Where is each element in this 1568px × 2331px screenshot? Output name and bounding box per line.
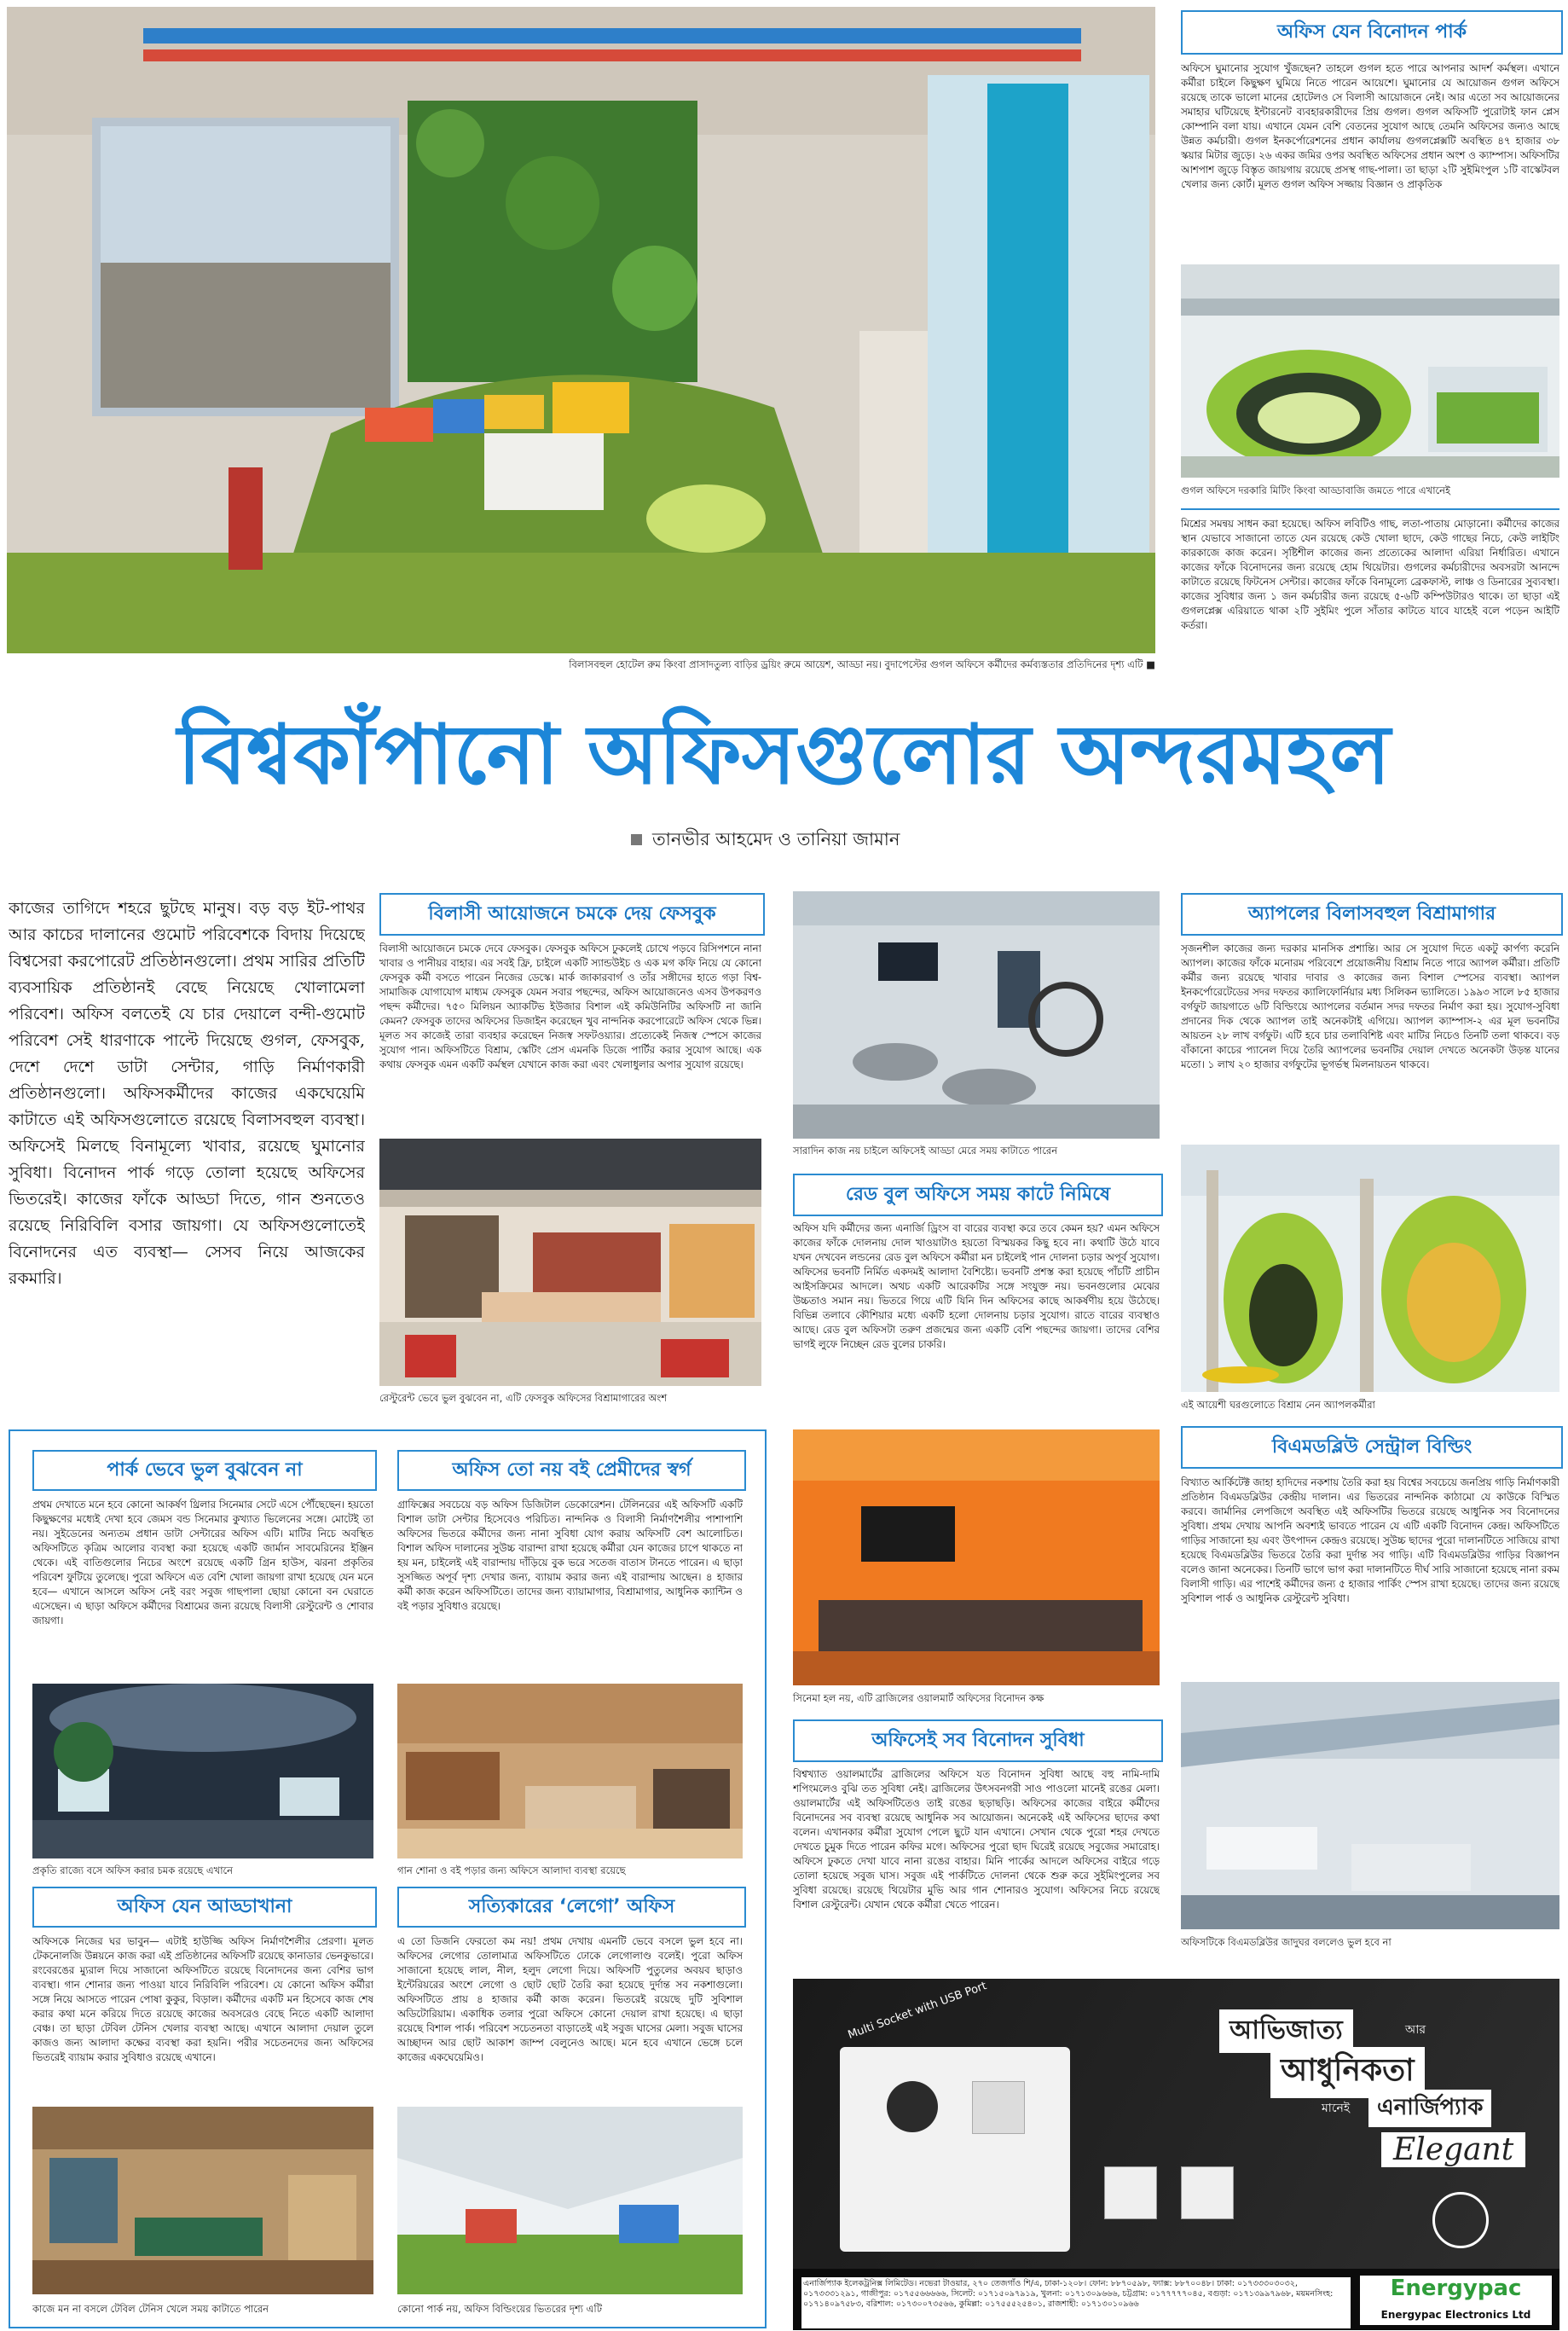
ad-socket-switch bbox=[972, 2081, 1025, 2134]
apple-body: সৃজনশীল কাজের জন্য দরকার মানসিক প্রশান্তি। আর সে সুযোগ দিতে একটু কার্পণ্য করেনি অ্যাপল। কাজের ফাঁকে মনোরম পরিবেশে প্রয়োজনীয় বিশ্রাম নিতে পারে অ্যাপল কর্মীরা। প্রতিটি কর্মীর জন্য রয়েছে খাবার দাবার ও কাজের জন্য বিশাল স্পেসের ব্যবস্থা। অ্যাপল ইনকর্পোরেটেডের সদর দফতর ক্যালিফোর্নিয়ার মধ্য সিলিকন ভ্যালিতে। ১৯৯৩ সালে ৮৫ হাজার বর্গফুট জায়গাতে ৬টি বিল্ডিংয়ে অ্যাপলের বর্তমান সদর দফতর নির্মাণ করা হয়। সুযোগ-সুবিধা প্রদানের দিক থেকে অ্যাপল তাই অনেকটাই এগিয়ে। অ্যাপল ক্যাম্পাস-২ এর মূল ভবনটির আয়তন ২৮ লাখ বর্গফুট। এটি হবে চার তলাবিশিষ্ট এবং মাটির নিচেও তিনটি তলা থাকবে। বড় বাঁকানো কাচের প্যানেল দিয়ে তৈরি অ্যাপলের ভবনটির দেয়াল দেখতে অনেকটা উড়ন্ত যানের মতো। ১ লাখ ২০ হাজার বর্গফুটের ভূগর্ভস্থ মিলনায়তন থাকবে। bbox=[1181, 942, 1559, 1070]
bmw-body: বিখ্যাত আর্কিটেক্ট জাহা হাদিদের নকশায় তৈরি করা হয় বিশ্বের সবচেয়ে জনপ্রিয় গাড়ি নির্মাণকারী প্রতিষ্ঠান বিএমডব্লিউর কেন্দ্রীয় দালান। এর ভিতরের নান্দনিক কাঠামো যে কাউকে বিস্মিত করবে। জার্মানির লেপজিগে অবস্থিত এই অফিসটির ভিতরে রয়েছে আধুনিক সব বিনোদনের সুবিধা। প্রথম দেখায় আপনি অবশ্যই ভাবতে পারেন যে এটি একটি বিনোদন কেন্দ্র। অফিসটিতে গাড়ির সাজানো হয় এবং উৎপাদন কেন্দ্রও রয়েছে। সুউচ্চ ছাদের পুরো দালানটিতে সাজিয়ে রাখা হয়েছে বিএমডব্লিউর ভিতরে তৈরি করা দুর্দান্ত সব গাড়ি। এটি বিএমডব্লিউর গাড়ির বিজ্ঞাপন বলেও জানা অনেকের। তিনটি ভাগে ভাগ করা দালানটিতে দীর্ঘ সারি সাজানো হয়েছে নানা রকম বিলাসী গাড়ি। এর পাশেই কর্মীদের জন্য ৫ হাজার পার্কিং স্পেস রাখা হয়েছে। তাদের জন্য রয়েছে সুবিশাল পার্ক ও আধুনিক রেস্টুরেন্ট সুবিধা। bbox=[1181, 1476, 1559, 1604]
apple-photo-caption: এই আয়েশী ঘরগুলোতে বিশ্রাম নেন অ্যাপলকর্মীরা bbox=[1181, 1399, 1375, 1411]
adda-photo-caption: কাজে মন না বসলে টেবিল টেনিস খেলে সময় কাটাতে পারেন bbox=[32, 2303, 269, 2315]
energypac-ad bbox=[793, 1979, 1559, 2330]
bmw-building-photo bbox=[1181, 1682, 1559, 1929]
redbull-heading: রেড বুল অফিসে সময় কাটে নিমিষে bbox=[793, 1174, 1163, 1216]
bmw-heading: বিএমডব্লিউ সেন্ট্রাল বিল্ডিং bbox=[1181, 1426, 1563, 1469]
hero-photo-google-budapest bbox=[7, 7, 1155, 653]
hero-caption: বিলাসবহুল হোটেল রুম কিংবা প্রাসাদতুল্য বাড়ির ড্রয়িং রুমে আয়েশ, আড্ডা নয়। বুদাপেস্টের গুগল অফিসে কর্মীদের কর্মব্যস্ততার প্রতিদিনের দৃশ্য এটি ■ bbox=[569, 658, 1155, 670]
lego-park-photo bbox=[397, 2107, 743, 2294]
byline-square-icon bbox=[631, 834, 642, 845]
adda-tabletennis-photo bbox=[32, 2107, 373, 2294]
books-heading: অফিস তো নয় বই প্রেমীদের স্বর্গ bbox=[397, 1450, 746, 1491]
walmart-heading: অফিসেই সব বিনোদন সুবিধা bbox=[793, 1719, 1163, 1762]
ad-small-switch bbox=[1104, 2166, 1157, 2219]
ad-socket-plate bbox=[840, 2047, 1070, 2252]
ad-brand: Energypac bbox=[1360, 2276, 1552, 2305]
ad-socket-note: Multi Socket with USB Port bbox=[846, 1980, 989, 2042]
byline bbox=[631, 826, 900, 855]
google-meeting-pods-photo bbox=[1181, 264, 1559, 478]
lego-body: এ তো ডিজনি ফেরতো কম নয়! প্রথম দেখায় এমনটি ভেবে বসলে ভুল হবে না। অফিসের লেগোর তোলামাত্র অফিসটিতে ঢোকে লেগোলাণ্ড বলেই। পুরো অফিস সাজানো হয়েছে লাল, নীল, হলুদ লেগো দিয়ে। অফিসটি পুতুলের অবয়ব ছাড়াও ইন্টেরিয়রের অংশে লেগো ও ছোট ছোট তৈরি করা হয়েছে দুর্দান্ত সব নকশাগুলো। অফিসটিতে প্রায় ৪ হাজার কর্মী কাজ করেন। ভিতরেই রয়েছে দুটি সুবিশাল অডিটোরিয়াম। একাধিক তলার পুরো অফিসে কোনো দেয়াল রাখা হয়েছে। এ ছাড়া রয়েছে বিশাল পার্ক। পরিবেশ সচেতনতা বাড়াতেই এই সবুজ ঘাসের মেলা। সবুজ ঘাসের আচ্ছাদন আর ছোট আকাশ জাম্প বেলুনেও আছে। মনে হবে এখানে ভেঙ্গে চলে কাজের একঘেয়েমিও। bbox=[397, 1935, 743, 2063]
redbull-lounge-photo bbox=[793, 891, 1160, 1139]
page-title: বিশ্বকাঁপানো অফিসগুলোর অন্দরমহল bbox=[177, 707, 1391, 803]
ad-tagline-1: আভিজাত্য bbox=[1219, 2009, 1353, 2053]
byline-text: তানভীর আহমেদ ও তানিয়া জামান bbox=[652, 829, 900, 849]
apple-heading: অ্যাপলের বিলাসবহুল বিশ্রামাগার bbox=[1181, 893, 1563, 936]
walmart-cinema-photo bbox=[793, 1429, 1160, 1685]
ad-logo-badge-icon bbox=[1432, 2192, 1489, 2248]
ad-tagline-2: আধুনিকতা bbox=[1270, 2047, 1425, 2098]
google-body-top: অফিসে ঘুমানোর সুযোগ খুঁজছেন? তাহলে গুগল হতে পারে আপনার আদর্শ কর্মস্থল। এখানে কর্মীরা চাইলে কিছুক্ষণ ঘুমিয়ে নিতে পারেন আয়েশে। ঘুমানোর যে আয়োজন গুগল অফিসে রয়েছে তাকে ভালো মানের হোটেলও সে বিলাসী আয়োজনে নেই। আর এতো সব আয়োজনের সমাহার ঘটিয়েছে ইন্টারনেট ব্যবহারকারীদের প্রিয় গুগল। গুগল অফিসটি পুরোটাই ফান প্লেস কোম্পানি বলা যায়। এখানে যেমন বেশি বেতনের সুযোগ আছে তেমনি অফিসের জন্যও আছে উন্নত কর্মচারী। গুগল ইনকর্পোরেশনের প্রধান কার্যালয় গুগলপ্লেক্সটি অবস্থিত ৪৭ হাজার ৩৮ স্কয়ার মিটার জুড়ে। ২৬ একর জমির ওপর অবস্থিত অফিসের প্রধান অংশ ও ক্যাম্পাস। অফিসটির আশপাশ জুড়ে বিস্তৃত জায়গায় রয়েছে প্রসস্থ গাছ-পালা। তা ছাড়া ২টি সুইমিংপুল ১টি বাস্কেটবল খেলার জন্য কোর্ট। মূলত গুগল অফিস সজ্জায় বিজ্ঞান ও প্রাকৃতিক bbox=[1181, 62, 1559, 190]
ad-small-socket bbox=[1181, 2166, 1234, 2219]
apple-rest-pods-photo bbox=[1181, 1145, 1559, 1392]
google-heading: অফিস যেন বিনোদন পার্ক bbox=[1181, 10, 1563, 55]
park-datacenter-photo bbox=[32, 1684, 373, 1858]
lego-photo-caption: কোনো পার্ক নয়, অফিস বিল্ডিংয়ের ভিতরের দৃশ্য এটি bbox=[397, 2303, 602, 2315]
google-photo-caption: গুগল অফিসে দরকারি মিটিং কিংবা আড্ডাবাজি জমতে পারে এখানেই bbox=[1181, 484, 1451, 496]
facebook-heading: বিলাসী আয়োজনে চমকে দেয় ফেসবুক bbox=[379, 893, 765, 936]
ad-socket-hole bbox=[887, 2081, 938, 2132]
facebook-body: বিলাসী আয়োজনে চমকে দেবে ফেসবুক। ফেসবুক অফিসে ঢুকলেই চোখে পড়বে রিসিপশনে নানা খাবার ও পানীয়র বাহার। এর সবই ফ্রি, চাইলে একটি স্যান্ডউইচ ও এক মগ কফি নিয়ে যে কোনো ফেসবুক কর্মী বসতে পারেন নিজের ডেস্কে। মার্ক জাকারবার্গ ও তাঁর সঙ্গীদের হাতে গড়া বিশ্ব-সামাজিক যোগাযোগ মাধ্যম ফেসবুক যেমন সবার পছন্দের, অফিস আয়োজনেও এসব উপকরণও পছন্দ কর্মীদের। ৭৫০ মিলিয়ন অ্যাকটিভ ইউজার বিশাল এই কমিউনিটির অফিসটি না জানি কেমন? ফেসবুক তাদের অফিসের ডিজাইন করেছেন খুব নান্দনিক করপোরেটে অফিস থেকে ভিন্ন। মূলত সব কাজেই তারা ব্যবহার করেছেন নিজস্ব সফটওয়্যার। প্রত্যেকেই নিজস্ব স্পেসে কাজের সুযোগ পান। অফিসটিতে বিশ্রাম, স্কেটিং প্রেস এমনকি ডিজে পার্টির করার সুযোগ আছে। এক কথায় ফেসবুক এমন একটি কর্মস্থল যেখানে কাজ করা এবং খেলাধুলার অপার সুযোগ রয়েছে। bbox=[379, 942, 761, 1070]
ad-company: Energypac Electronics Ltd bbox=[1360, 2305, 1552, 2325]
facebook-restroom-photo bbox=[379, 1139, 761, 1386]
ad-model: Elegant bbox=[1381, 2132, 1525, 2167]
adda-heading: অফিস যেন আড্ডাখানা bbox=[32, 1887, 377, 1928]
books-body: গ্রাফিক্সের সবচেয়ে বড় অফিস ডিজিটাল ডেকোরেশন। টেলিনরের এই অফিসটি একটি বিশাল ডাটা সেন্টার হিসেবেও পরিচিত। নান্দনিক ও বিলাসী নির্মাণশৈলীর পাশাপাশি অফিসের ভিতরে কর্মীদের জন্য নানা সুবিধা যোগ করায় অফিসটি বেশ আলোচিত। বিশাল অফিস দালানের সুউচ্চ বারান্দা রাখা হয়েছে কর্মীরা যেন কাজের চাপে থাকতে না হয় মন, চাইলেই এই বারান্দায় দাঁড়িয়ে বুক ভরে সতেজ বাতাস টানতে পারেন। এ ছাড়া সুসজ্জিত অপূর্ব দৃশ্য দেখার জন্য, ব্যায়াম করার জন্য এই বারান্দায় আছেন। ৪ হাজার কর্মী কাজ করেন অফিসটিতে। তাদের জন্য ব্যায়ামাগার, বিশ্রামাগার, আধুনিক ক্যান্টিন ও বই পড়ার সুবিধাও রয়েছে। bbox=[397, 1499, 743, 1612]
intro-lead: কাজের তাগিদে শহরে ছুটছে মানুষ। বড় বড় ইট-পাথর আর কাচের দালানের গুমোট পরিবেশকে বিদায় দিয়েছে বিশ্বসেরা করপোরেট প্রতিষ্ঠানগুলো। প্রথম সারির প্রতিটি ব্যবসায়িক প্রতিষ্ঠানই বেছে নিয়েছে খোলামেলা পরিবেশ। অফিস বলতেই যে চার দেয়ালে বন্দী-গুমোট পরিবেশ সেই ধারণাকে পাল্টে দিয়েছে গুগল, ফেসবুক, দেশে দেশে ডাটা সেন্টার, গাড়ি নির্মাণকারী প্রতিষ্ঠানগুলো। অফিসকর্মীদের কাজের একঘেয়েমি কাটাতে এই অফিসগুলোতে রয়েছে বিলাসবহুল ব্যবস্থা। অফিসেই মিলছে বিনামূল্যে খাবার, রয়েছে ঘুমানোর সুবিধা। বিনোদন পার্ক গড়ে তোলা হয়েছে অফিসের ভিতরেই। কাজের ফাঁকে আড্ডা দিতে, গান শুনতেও রয়েছে নিরিবিলি বসার জায়গা। যে অফিসগুলোতেই বিনোদনের এত ব্যবস্থা— সেসব নিয়ে আজকের রকমারি। bbox=[9, 899, 365, 1288]
adda-body: অফিসকে নিজের ঘর ভাবুন— এটাই হাউজ্জি অফিস নির্মাণশৈলীর প্রেরণা। মূলত টেকনোলজি উন্নয়নে কাজ করা এই প্রতিষ্ঠানের অফিসটি রয়েছে কানাডার ভেনকুভারে। রংবেরঙের ম্যুরাল দিয়ে সাজানো অফিসটিতে রয়েছে বিনোদনের জন্য বেশির ভাগ ব্যবস্থা। গান শোনার জন্য পাওয়া যাবে নিরিবিলি পরিবেশ। যে কোনো অফিস কর্মীরা সঙ্গে নিয়ে আসতে পারেন পোষা কুকুর, বিড়াল। কর্মীদের একটি মন হিসেবে কাজ শেষ করার কথা মনে করিয়ে দিতে রয়েছে কাজের অবসরেও বেছে নিতে একটি আলাদা বেঞ্চ। তা ছাড়া টেবিল টেনিস খেলার ব্যবস্থা আছে। এখানে আলাদা দেয়াল তুলে কাজও জন্য আলাদা কক্ষের ব্যবস্থা করা হয়নি। পরীর সচেতনদের জন্য অফিসের ভিতরেই ব্যায়াম করার সুবিধাও রয়েছে এখানে। bbox=[32, 1935, 373, 2063]
redbull-photo-caption: সারাদিন কাজ নয় চাইলে অফিসেই আড্ডা মেরে সময় কাটাতে পারেন bbox=[793, 1145, 1058, 1157]
books-photo-caption: গান শোনা ও বই পড়ার জন্য অফিসে আলাদা ব্যবস্থা রয়েছে bbox=[397, 1864, 626, 1876]
ad-tagline-and: আর bbox=[1405, 2023, 1426, 2037]
ad-tagline-means: মানেই bbox=[1322, 2102, 1351, 2115]
park-body: প্রথম দেখাতে মনে হবে কোনো আকর্ষণ থ্রিলার সিনেমার সেটে এসে পৌঁছেছেন। হয়তো কিছুক্ষণের মধ্যেই দেখা হবে জেমস বন্ড সিনেমার কুখ্যাত ভিলেনের সঙ্গে। মোটেই তা নয়। সুইডেনের অন্যতম প্রধান ডাটা সেন্টারের অফিস এটি। মাটির নিচে অবস্থিত অফিসটিতে কৃত্রিম আলোর ব্যবস্থা করা হয়েছে একটি জার্মান সাবমেরিনের ইঞ্জিন থেকে। এই বাতিগুলোর নিচের অংশে রয়েছে একটি গ্রিন হাউস, ঝরনা প্রকৃতির পরিবেশ ফুটিয়ে তুলেছে। পুরো অফিসে এত বেশি খোলা জায়গা রাখা হয়েছে যেন মনে হবে— এখানে আসলে অফিস নেই বরং সবুজ গাছপালা ছোয়া কোনো বন ঘেরাতে এসেছেন। এ ছাড়া অফিসে কর্মীদের বিশ্রামের জন্য রয়েছে বিলাসী রেস্টুরেন্ট ও শোবার জায়গা। bbox=[32, 1499, 373, 1626]
ad-brand-bn: এনার্জিপ্যাক bbox=[1368, 2090, 1491, 2127]
books-library-photo bbox=[397, 1684, 743, 1858]
ad-address: এনার্জিপ্যাক ইলেকট্রনিক্স লিমিটেড। নভেরা টাওয়ার, ২৭০ তেজগাঁও শি/এ, ঢাকা-১২০৮। ফোন: ৮৮৭০৫৯৮, ফ্যাক্স: ৮৮৭০০৪৮। ঢাকা: ০১৭৩৩৩০৩০৩২, ০১৭৩৩৩১২৯১, গাজীপুর: ০১৭৫৫৬৬৬৬৬, সিলেট: ০১৭১৫০৯৭৯১৯, খুলনা: ০১৭১৩০৯৬৬৬, চট্টগ্রাম: ০১৭৭৭৭৭০৪৫, বগুড়া: ০১৭১৩৯৯৭৯৬৮, ময়মনসিংহ: ০১৭১৪০৯৭৫৮৩, বরিশাল: ০১৭৩০০৭৩৫৬৬, কুমিল্লা: ০১৭৫৫৫২৫৪০১, রাজশাহী: ০১৭১৩০১০৯৬৬ bbox=[801, 2277, 1351, 2328]
lego-heading: সত্যিকারের ‘লেগো’ অফিস bbox=[397, 1887, 746, 1928]
google-body-bottom: মিশ্রের সমন্বয় সাধন করা হয়েছে। অফিস লবিটিও গাছ, লতা-পাতায় মোড়ানো। কর্মীদের কাজের স্থান যেভাবে সাজানো তাতে যেন রয়েছে কেউ খোলা ছাদে, কেউ গাছের নিচে, কেউ লাইটিং কারকাজে কাজ করেন। সৃষ্টিশীল কাজের জন্য প্রত্যেকের আলাদা এরিয়া নির্ধারিত। এখানে কাজের ফাঁকে বিনোদনের জন্য রয়েছে হোম থিয়েটার। গুগলের কর্মচারীদের অবসরটা আনন্দে কাটাতে রয়েছে ফিটনেস সেন্টার। কাজের ফাঁকে বিনামূল্যে ব্রেকফাস্ট, লাঞ্চ ও ডিনারের সুব্যবস্থা। কাজের সুবিধার জন্য ১ জন কর্মচারীর জন্য রয়েছে ৫-৬টি কম্পিউটারও থাকে। তা ছাড়া এই গুগলপ্লেক্স এরিয়াতে থাকা ২টি সুইমিং পুলে সাঁতার কাটতে যাবে যাহেই বলে পড়েন আইটি কর্তরা। bbox=[1181, 518, 1559, 631]
park-heading: পার্ক ভেবে ভুল বুঝবেন না bbox=[32, 1450, 377, 1491]
bmw-photo-caption: অফিসটিকে বিএমডব্লিউর জাদুঘর বললেও ভুল হবে না bbox=[1181, 1936, 1392, 1948]
walmart-photo-caption: সিনেমা হল নয়, এটি ব্রাজিলের ওয়ালমার্ট অফিসের বিনোদন কক্ষ bbox=[793, 1692, 1044, 1704]
walmart-body: বিশ্বখ্যাত ওয়ালমার্টের ব্রাজিলের অফিসে যত বিনোদন সুবিধা আছে বহু নামি-দামি শপিংমলেও বুঝি তত সুবিধা নেই। ব্রাজিলের উৎসবনগরী সাও পাওলো মানেই রঙের মেলা। ওয়ালমার্টের এই অফিসটিতেও তাই রঙের ছড়াছড়ি। অফিসের কাজের বাইরে কর্মীদের বিনোদনের সব ব্যবস্থা রয়েছে আধুনিক সব আয়োজন। অনেকেই এই অফিসের ছাদের কথা বলেন। এখানকার কর্মীরা সুযোগ পেলে ছুটে যান এখানে। সেখান থেকে পুরো শহর দেখতে দেখতে চুমুক দিতে পারেন কফির মগে। অফিসের পুরো ছাদ ঘিরেই রয়েছে সবুজের সমারোহ। অফিসে ঢুকতে দেখা যাবে নানা রঙের বাহার। মিনি পার্কের আদলে অফিসের বাইরে গড়ে তোলা হয়েছে সবুজ ঘাস। সবুজ এই পার্কটিতে দোলনা থেকে শুরু করে সুইমিংপুলের সব সুবিধা রয়েছে। রয়েছে থিয়েটার মুভি আর গান শোনারও সুযোগ। অফিসের নিচে রয়েছে বিশাল রেস্টুরেন্ট। যেখান থেকে কর্মীরা খেতে পারেন। bbox=[793, 1768, 1160, 1911]
redbull-body: অফিস যদি কর্মীদের জন্য এনার্জি ড্রিংস বা বারের ব্যবস্থা করে তবে কেমন হয়? এমন অফিসে কাজের ফাঁকে দোলনায় দোল খাওয়াটাও হয়তো বিস্ময়কর কিছু হবে না। কথাটি উঠে যাবে যখন দেখবেন লন্ডনের রেড বুল অফিসে কর্মীরা মন চাইলেই পান দোলনা চড়ার অপূর্ব সুযোগ। অফিসের ভবনটি নির্মিত একদমই আলাদা বৈশিষ্ট্যে। ভবনটি প্রশস্ত করা হয়েছে পাঁচটি প্রাচীন আইসক্রিমের আদলে। অথচ একটি আরেকটির সঙ্গে সংযুক্ত নয়। ভবনগুলোর মেঝের উচ্চতাও সমান নয়। ভিতরে গিয়ে এটি যিনি দিন অফিসের কাছে আকর্ষণীয় হয়ে উঠেছে। বিভিন্ন তলাবে কৌশিয়ার মধ্যে একটি হলো দোলনায় চড়ার সুযোগ। রাতে বারের ব্যবস্থাও আছে। রেড বুল অফিসটা তরুণ প্রজন্মের জন্য একটি বেশি পছন্দের জায়গা। তাদের বেশির ভাগই লুফে নিচ্ছেন রেড বুলের চাকরি। bbox=[793, 1222, 1160, 1350]
park-photo-caption: প্রকৃতি রাজ্যে বসে অফিস করার চমক রয়েছে এখানে bbox=[32, 1864, 234, 1876]
facebook-photo-caption: রেস্টুরেন্ট ভেবে ভুল বুঝবেন না, এটি ফেসবুক অফিসের বিশ্রামাগারের অংশ bbox=[379, 1392, 668, 1404]
